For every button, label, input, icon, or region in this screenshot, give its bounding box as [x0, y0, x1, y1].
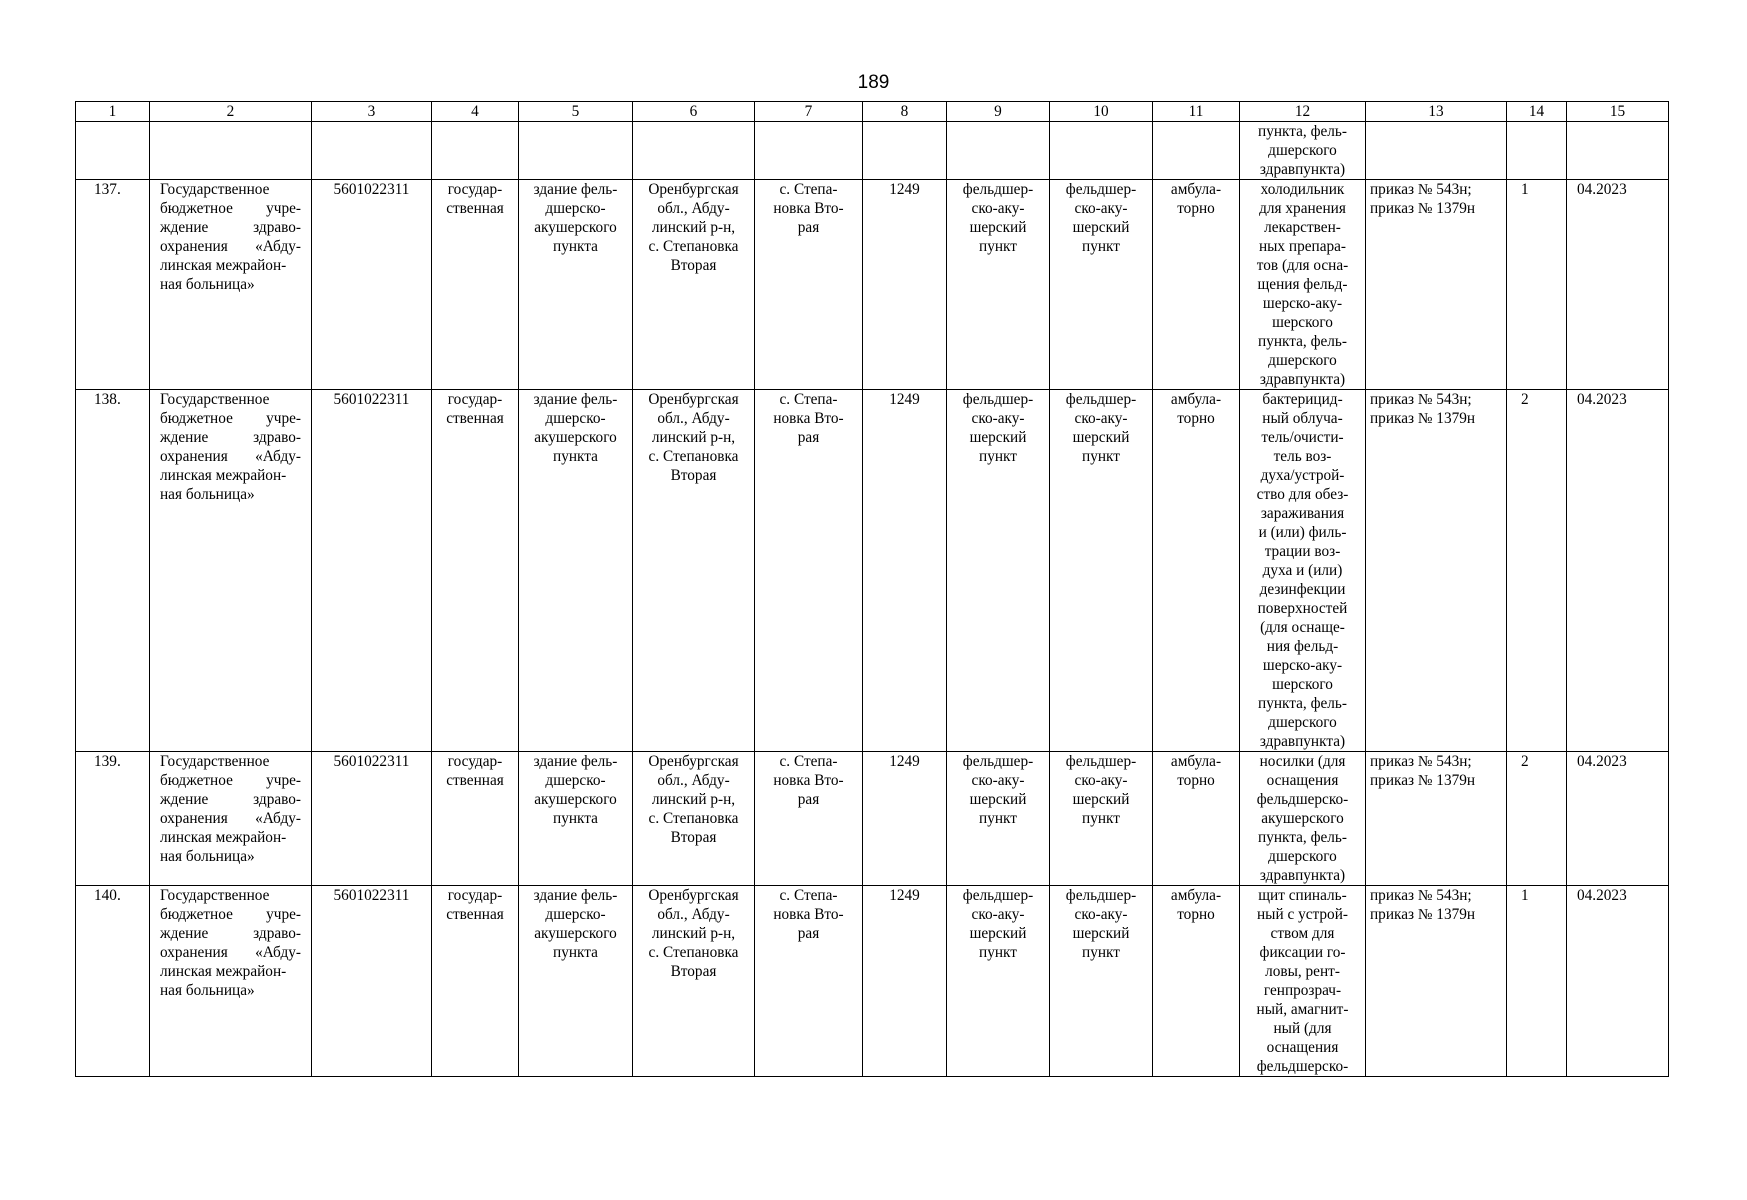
text-line: ско-аку-: [1074, 906, 1128, 923]
text-line: дшерского: [1268, 352, 1337, 369]
row-number-cell: [76, 886, 150, 1077]
text-line: ство для обез-: [1256, 486, 1349, 503]
column-header: 10: [1050, 102, 1153, 122]
text-line: духа/устрой-: [1260, 467, 1345, 484]
text-line: обл., Абду-: [657, 772, 730, 789]
text-line: пункта: [553, 238, 598, 255]
text-line: линская межрайон-: [160, 963, 287, 980]
column-header: 7: [755, 102, 863, 122]
text-line: Вторая: [670, 467, 717, 484]
text-line: Вторая: [670, 257, 717, 274]
inn-cell: [312, 886, 432, 1077]
column-header: 2: [150, 102, 312, 122]
text-line: тов (для осна-: [1256, 257, 1349, 274]
quantity-cell: [1507, 180, 1567, 390]
table-row: [76, 180, 1669, 390]
text-line: ная больница»: [160, 276, 255, 293]
text-line: с. Степа-: [779, 887, 838, 904]
column-header: 4: [432, 102, 519, 122]
text-line: с. Степа-: [779, 753, 838, 770]
text-line: пункта, фель-: [1258, 123, 1347, 140]
table-row: [76, 390, 1669, 752]
text-line: пункта, фель-: [1258, 695, 1347, 712]
text-line: холодильник: [1260, 181, 1345, 198]
text-line: амбула-: [1170, 391, 1222, 408]
text-line: ждение здраво-: [160, 791, 301, 808]
text-line: 1249: [889, 181, 920, 198]
text-line: Государственное: [160, 391, 270, 408]
text-line: зараживания: [1260, 505, 1345, 522]
text-line: фельдшер-: [962, 391, 1034, 408]
text-line: лекарствен-: [1264, 219, 1341, 236]
quantity-cell: [1507, 390, 1567, 752]
text-line: приказ № 543н;: [1370, 391, 1472, 408]
text-line: шерский: [1072, 219, 1130, 236]
text-line: щит спиналь-: [1258, 887, 1347, 904]
text-line: линский р-н,: [651, 791, 736, 808]
text-line: 1249: [889, 887, 920, 904]
ownership-cell: [432, 180, 519, 390]
equipment-cell: [1240, 886, 1366, 1077]
equipment-cell: [1240, 752, 1366, 886]
text-line: Оренбургская: [648, 753, 739, 770]
text-line: пункта: [553, 944, 598, 961]
column-header: 14: [1507, 102, 1567, 122]
row-number-cell: [76, 752, 150, 886]
text-line: Государственное: [160, 181, 270, 198]
text-line: дшерско-: [545, 200, 606, 217]
text-line: новка Вто-: [773, 410, 844, 427]
text-line: пункта, фель-: [1258, 333, 1347, 350]
text-line: пункта: [553, 448, 598, 465]
inn-cell: [312, 752, 432, 886]
text-line: шерский: [969, 791, 1027, 808]
text-line: 04.2023: [1577, 753, 1627, 770]
text-line: пункт: [979, 944, 1017, 961]
text-line: охранения «Абду-: [160, 448, 301, 465]
text-line: ных препара-: [1258, 238, 1347, 255]
order-cell: [1366, 886, 1507, 1077]
text-line: фельдшер-: [1065, 181, 1137, 198]
text-line: обл., Абду-: [657, 200, 730, 217]
text-line: акушерского: [534, 791, 617, 808]
text-line: рая: [797, 925, 820, 942]
text-line: 5601022311: [333, 391, 410, 408]
unit-name-cell: [1050, 886, 1153, 1077]
quantity-cell: [1507, 752, 1567, 886]
text-line: 1249: [889, 391, 920, 408]
text-line: 139.: [94, 753, 121, 770]
order-cell: [1366, 752, 1507, 886]
code-cell: [863, 886, 947, 1077]
unit-type-cell: [947, 390, 1050, 752]
text-line: дезинфекции: [1259, 581, 1346, 598]
care-type-cell: [1153, 752, 1240, 886]
text-line: ско-аку-: [971, 906, 1025, 923]
date-cell: [1567, 180, 1669, 390]
equipment-cell: [1240, 122, 1366, 180]
text-line: оснащения: [1266, 772, 1339, 789]
text-line: (для оснаще-: [1260, 619, 1345, 636]
unit-name-cell: [1050, 752, 1153, 886]
text-line: тель/очисти-: [1261, 429, 1344, 446]
text-line: ная больница»: [160, 486, 255, 503]
text-line: ством для: [1270, 925, 1335, 942]
inn-cell: [312, 390, 432, 752]
text-line: ная больница»: [160, 982, 255, 999]
text-line: фельдшер-: [962, 887, 1034, 904]
text-line: тель воз-: [1273, 448, 1332, 465]
table-row: [76, 886, 1669, 1077]
text-line: шерский: [969, 219, 1027, 236]
column-header: 1: [76, 102, 150, 122]
unit-name-cell: [1050, 390, 1153, 752]
text-line: ный облуча-: [1262, 410, 1343, 427]
text-line: фельдшерско-: [1256, 791, 1349, 808]
text-line: с. Степа-: [779, 391, 838, 408]
building-cell: [519, 390, 633, 752]
text-line: фельдшер-: [1065, 753, 1137, 770]
text-line: охранения «Абду-: [160, 810, 301, 827]
text-line: 04.2023: [1577, 181, 1627, 198]
text-line: ственная: [446, 906, 504, 923]
text-line: торно: [1177, 906, 1215, 923]
order-cell: [1366, 180, 1507, 390]
text-line: 04.2023: [1577, 391, 1627, 408]
locality-cell: [755, 886, 863, 1077]
text-line: линский р-н,: [651, 429, 736, 446]
text-line: шерского: [1272, 314, 1333, 331]
text-line: 138.: [94, 391, 121, 408]
column-header: 3: [312, 102, 432, 122]
text-line: торно: [1177, 772, 1215, 789]
text-line: приказ № 543н;: [1370, 181, 1472, 198]
text-line: государ-: [447, 391, 503, 408]
registry-table: [75, 101, 1669, 1077]
address-cell: [633, 180, 755, 390]
text-line: пункт: [1082, 238, 1120, 255]
date-cell: [1567, 886, 1669, 1077]
text-line: дшерско-: [545, 906, 606, 923]
unit-name-cell: [1050, 180, 1153, 390]
text-line: с. Степановка: [648, 810, 739, 827]
text-line: акушерского: [534, 925, 617, 942]
text-line: здравпункта): [1259, 733, 1346, 750]
column-header: 15: [1567, 102, 1669, 122]
text-line: шерский: [969, 925, 1027, 942]
text-line: пункта, фель-: [1258, 829, 1347, 846]
date-cell: [1567, 752, 1669, 886]
text-line: приказ № 543н;: [1370, 887, 1472, 904]
text-line: государ-: [447, 753, 503, 770]
text-line: новка Вто-: [773, 200, 844, 217]
text-line: ственная: [446, 410, 504, 427]
text-line: Оренбургская: [648, 887, 739, 904]
text-line: пункт: [979, 448, 1017, 465]
ownership-cell: [432, 390, 519, 752]
text-line: здание фель-: [533, 753, 618, 770]
text-line: дшерско-: [545, 772, 606, 789]
text-line: приказ № 1379н: [1370, 410, 1476, 427]
text-line: ловы, рент-: [1265, 963, 1340, 980]
text-line: Вторая: [670, 829, 717, 846]
column-header: 11: [1153, 102, 1240, 122]
code-cell: [863, 180, 947, 390]
organization-cell: [150, 390, 312, 752]
text-line: шерский: [1072, 791, 1130, 808]
building-cell: [519, 752, 633, 886]
text-line: с. Степановка: [648, 448, 739, 465]
organization-cell: [150, 180, 312, 390]
text-line: дшерского: [1268, 714, 1337, 731]
text-line: поверхностей: [1257, 600, 1348, 617]
column-header: 8: [863, 102, 947, 122]
equipment-cell: [1240, 390, 1366, 752]
text-line: рая: [797, 429, 820, 446]
column-header: 9: [947, 102, 1050, 122]
text-line: 1: [1521, 887, 1529, 904]
text-line: ждение здраво-: [160, 925, 301, 942]
text-line: ственная: [446, 772, 504, 789]
text-line: с. Степа-: [779, 181, 838, 198]
text-line: ный с устрой-: [1257, 906, 1348, 923]
text-line: акушерского: [1261, 810, 1344, 827]
text-line: 5601022311: [333, 887, 410, 904]
order-cell: [1366, 390, 1507, 752]
code-cell: [863, 752, 947, 886]
text-line: рая: [797, 219, 820, 236]
text-line: ско-аку-: [1074, 200, 1128, 217]
locality-cell: [755, 390, 863, 752]
text-line: пункт: [1082, 810, 1120, 827]
text-line: ный, амагнит-: [1256, 1001, 1349, 1018]
text-line: 137.: [94, 181, 121, 198]
address-cell: [633, 390, 755, 752]
address-cell: [633, 752, 755, 886]
text-line: дшерского: [1268, 848, 1337, 865]
text-line: пункта: [553, 810, 598, 827]
text-line: дшерско-: [545, 410, 606, 427]
text-line: Оренбургская: [648, 391, 739, 408]
column-header: 12: [1240, 102, 1366, 122]
text-line: 5601022311: [333, 753, 410, 770]
text-line: амбула-: [1170, 181, 1222, 198]
text-line: бактерицид-: [1262, 391, 1343, 408]
text-line: 04.2023: [1577, 887, 1627, 904]
text-line: фельдшер-: [962, 181, 1034, 198]
text-line: шерский: [1072, 429, 1130, 446]
text-line: шерско-аку-: [1262, 295, 1343, 312]
ownership-cell: [432, 752, 519, 886]
text-line: Государственное: [160, 753, 270, 770]
text-line: ждение здраво-: [160, 429, 301, 446]
text-line: пункт: [1082, 944, 1120, 961]
date-cell: [1567, 390, 1669, 752]
text-line: фельдшерско-: [1256, 1058, 1349, 1075]
organization-cell: [150, 752, 312, 886]
text-line: ско-аку-: [1074, 410, 1128, 427]
text-line: пункт: [979, 238, 1017, 255]
column-header: 13: [1366, 102, 1507, 122]
text-line: 1249: [889, 753, 920, 770]
text-line: новка Вто-: [773, 772, 844, 789]
text-line: здание фель-: [533, 181, 618, 198]
column-number-row: [76, 102, 1669, 122]
text-line: фиксации го-: [1259, 944, 1346, 961]
address-cell: [633, 886, 755, 1077]
text-line: приказ № 1379н: [1370, 200, 1476, 217]
text-line: трации воз-: [1264, 543, 1341, 560]
text-line: бюджетное учре-: [160, 410, 301, 427]
text-line: приказ № 1379н: [1370, 906, 1476, 923]
text-line: носилки (для: [1259, 753, 1346, 770]
text-line: акушерского: [534, 219, 617, 236]
text-line: шерско-аку-: [1262, 657, 1343, 674]
text-line: пункт: [1082, 448, 1120, 465]
text-line: ния фельд-: [1266, 638, 1339, 655]
text-line: 2: [1521, 753, 1529, 770]
column-header: 6: [633, 102, 755, 122]
text-line: государ-: [447, 181, 503, 198]
row-number-cell: [76, 390, 150, 752]
text-line: акушерского: [534, 429, 617, 446]
ownership-cell: [432, 886, 519, 1077]
text-line: бюджетное учре-: [160, 200, 301, 217]
text-line: щения фельд-: [1257, 276, 1348, 293]
text-line: здравпункта): [1259, 371, 1346, 388]
equipment-cell: [1240, 180, 1366, 390]
text-line: шерский: [1072, 925, 1130, 942]
text-line: ско-аку-: [1074, 772, 1128, 789]
unit-type-cell: [947, 752, 1050, 886]
text-line: линская межрайон-: [160, 467, 287, 484]
text-line: торно: [1177, 410, 1215, 427]
text-line: 2: [1521, 391, 1529, 408]
text-line: линский р-н,: [651, 219, 736, 236]
text-line: с. Степановка: [648, 944, 739, 961]
organization-cell: [150, 886, 312, 1077]
text-line: фельдшер-: [1065, 391, 1137, 408]
text-line: линская межрайон-: [160, 829, 287, 846]
text-line: фельдшер-: [1065, 887, 1137, 904]
code-cell: [863, 390, 947, 752]
carryover-row: [76, 122, 1669, 180]
text-line: ско-аку-: [971, 200, 1025, 217]
text-line: генпрозрач-: [1263, 982, 1342, 999]
text-line: линский р-н,: [651, 925, 736, 942]
building-cell: [519, 886, 633, 1077]
page-number: 189: [857, 72, 890, 93]
unit-type-cell: [947, 180, 1050, 390]
text-line: ная больница»: [160, 848, 255, 865]
text-line: с. Степановка: [648, 238, 739, 255]
care-type-cell: [1153, 180, 1240, 390]
column-header: 5: [519, 102, 633, 122]
text-line: ско-аку-: [971, 410, 1025, 427]
text-line: ственная: [446, 200, 504, 217]
text-line: духа и (или): [1262, 562, 1343, 579]
text-line: фельдшер-: [962, 753, 1034, 770]
care-type-cell: [1153, 886, 1240, 1077]
row-number-cell: [76, 180, 150, 390]
text-line: торно: [1177, 200, 1215, 217]
locality-cell: [755, 180, 863, 390]
text-line: обл., Абду-: [657, 410, 730, 427]
text-line: здравпункта): [1259, 867, 1346, 884]
text-line: здравпункта): [1259, 161, 1346, 178]
unit-type-cell: [947, 886, 1050, 1077]
text-line: обл., Абду-: [657, 906, 730, 923]
text-line: амбула-: [1170, 753, 1222, 770]
text-line: 1: [1521, 181, 1529, 198]
inn-cell: [312, 180, 432, 390]
text-line: Оренбургская: [648, 181, 739, 198]
text-line: ско-аку-: [971, 772, 1025, 789]
text-line: государ-: [447, 887, 503, 904]
text-line: и (или) филь-: [1258, 524, 1347, 541]
quantity-cell: [1507, 886, 1567, 1077]
text-line: бюджетное учре-: [160, 772, 301, 789]
text-line: амбула-: [1170, 887, 1222, 904]
text-line: новка Вто-: [773, 906, 844, 923]
table-row: [76, 752, 1669, 886]
text-line: приказ № 1379н: [1370, 772, 1476, 789]
text-line: бюджетное учре-: [160, 906, 301, 923]
text-line: 140.: [94, 887, 121, 904]
text-line: дшерского: [1268, 142, 1337, 159]
text-line: здание фель-: [533, 887, 618, 904]
locality-cell: [755, 752, 863, 886]
text-line: рая: [797, 791, 820, 808]
text-line: ный (для: [1273, 1020, 1332, 1037]
building-cell: [519, 180, 633, 390]
care-type-cell: [1153, 390, 1240, 752]
text-line: Государственное: [160, 887, 270, 904]
text-line: для хранения: [1259, 200, 1346, 217]
text-line: Вторая: [670, 963, 717, 980]
text-line: охранения «Абду-: [160, 944, 301, 961]
text-line: приказ № 543н;: [1370, 753, 1472, 770]
text-line: 5601022311: [333, 181, 410, 198]
text-line: шерский: [969, 429, 1027, 446]
text-line: линская межрайон-: [160, 257, 287, 274]
text-line: ждение здраво-: [160, 219, 301, 236]
text-line: пункт: [979, 810, 1017, 827]
text-line: здание фель-: [533, 391, 618, 408]
text-line: оснащения: [1266, 1039, 1339, 1056]
text-line: шерского: [1272, 676, 1333, 693]
text-line: охранения «Абду-: [160, 238, 301, 255]
